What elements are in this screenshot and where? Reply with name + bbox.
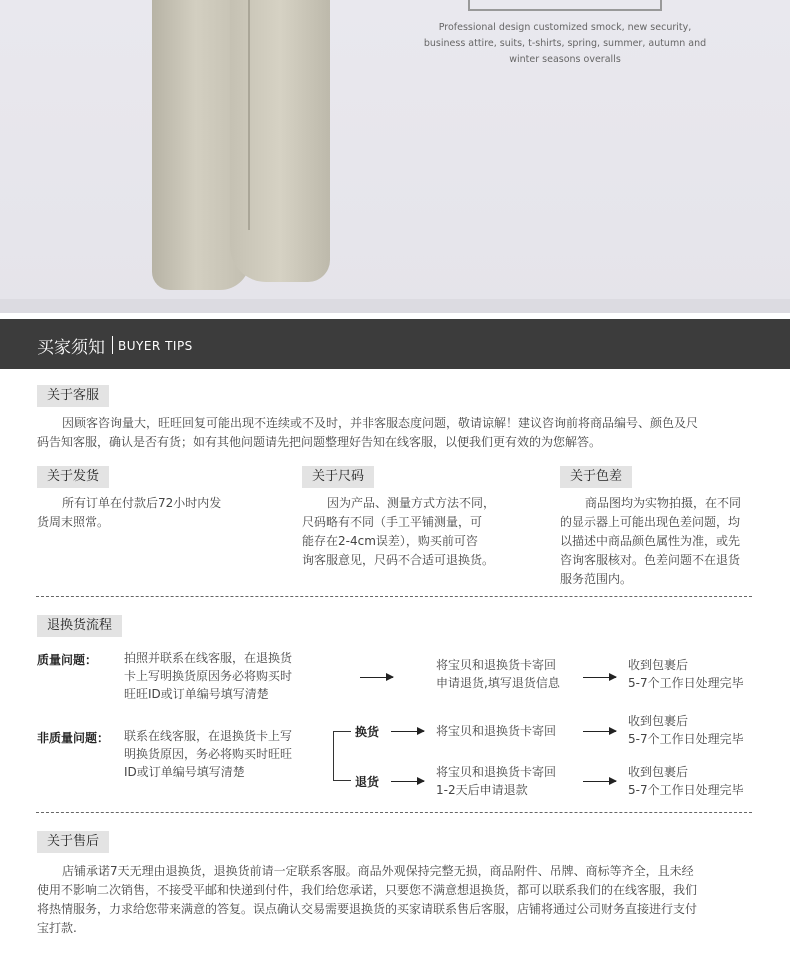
- section-tag-color: 关于色差: [560, 466, 632, 488]
- arrow-right-icon: [583, 677, 616, 678]
- text-line: 使用不影响二次销售，不接受平邮和快递到付件，我们给您承诺，只要您不满意想退换货，都可以联系我们的在线客服，我们: [37, 883, 698, 897]
- text-line: 将宝贝和退换货卡寄回: [436, 765, 557, 779]
- text-line: 所有订单在付款后72小时内发: [62, 496, 222, 510]
- section-tag-customer-service: 关于客服: [37, 385, 109, 407]
- exchange-step-text: 将宝贝和退换货卡寄回: [436, 724, 557, 738]
- text-line: 货周末照常。: [37, 515, 110, 529]
- section-tag-shipping: 关于发货: [37, 466, 109, 488]
- text-line: 因为产品、测量方式方法不同，: [327, 496, 496, 510]
- section-divider: [36, 812, 752, 813]
- arrow-right-icon: [391, 731, 424, 732]
- arrow-right-icon: [360, 677, 393, 678]
- text-line: 5-7个工作日处理完毕: [628, 732, 744, 746]
- text-line: 尺码略有不同（手工平铺测量，可: [302, 515, 483, 529]
- exchange-end-text: [628, 712, 758, 748]
- text-line: 将热情服务，力求给您带来满意的答复。误点确认交易需要退换货的买家请联系售后客服，店铺将通过公司财务直接进行支付: [37, 902, 698, 916]
- photo-floor: [0, 299, 790, 313]
- text-line: 因顾客咨询量大，旺旺回复可能出现不连续或不及时，并非客服态度问题，敬请谅解！建议咨询前将商品编号、颜色及尺: [62, 416, 699, 430]
- text-line: 收到包裹后: [628, 658, 689, 672]
- text-line: 商品图均为实物拍摄，在不同: [585, 496, 742, 510]
- quality-step-text: [436, 656, 586, 692]
- text-line: 店铺承诺7天无理由退换货，退换货前请一定联系客服。商品外观保持完整无损，商品附件、吊牌、商标等齐全，且未经: [62, 864, 694, 878]
- customer-service-text: [37, 414, 757, 452]
- header-title: 买家须知: [37, 338, 105, 358]
- photo-caption: [420, 20, 710, 68]
- non-quality-issue-text: [124, 727, 324, 781]
- text-line: 服务范围内。: [560, 572, 633, 586]
- after-sales-text: [37, 862, 759, 938]
- arrow-right-icon: [583, 731, 616, 732]
- text-line: 申请退货,填写退货信息: [436, 676, 560, 690]
- text-line: 5-7个工作日处理完毕: [628, 783, 744, 797]
- non-quality-issue-label: 非质量问题：: [37, 731, 110, 745]
- section-tag-after-sales: 关于售后: [37, 831, 109, 853]
- text-line: 咨询客服核对。色差问题不在退货: [560, 553, 741, 567]
- text-line: 卡上写明换货原因务必将购买时: [124, 669, 293, 683]
- section-tag-size: 关于尺码: [302, 466, 374, 488]
- text-line: 收到包裹后: [628, 714, 689, 728]
- options-bracket: [333, 731, 351, 781]
- arrow-right-icon: [583, 781, 616, 782]
- text-line: 码告知客服，确认是否有货；如有其他问题请先把问题整理好告知在线客服，以便我们更有效的为您解答。: [37, 435, 602, 449]
- text-line: 收到包裹后: [628, 765, 689, 779]
- text-line: ID或订单编号填写清楚: [124, 765, 245, 779]
- header-divider: [112, 336, 113, 354]
- buyer-tips-header: [0, 319, 790, 369]
- shipping-text: [37, 494, 277, 532]
- quality-issue-text: [124, 649, 324, 703]
- text-line: 的显示器上可能出现色差问题，均: [560, 515, 741, 529]
- text-line: 宝打款.: [37, 921, 77, 935]
- text-line: 将宝贝和退换货卡寄回: [436, 658, 557, 672]
- pants-right-leg: [230, 0, 330, 282]
- text-line: 5-7个工作日处理完毕: [628, 676, 744, 690]
- section-tag-returns: 退换货流程: [37, 615, 122, 637]
- caption-line: winter seasons overalls: [509, 54, 621, 65]
- refund-step-text: [436, 763, 586, 799]
- pants-crease: [248, 0, 250, 230]
- text-line: 能存在2-4cm误差），购买前可咨: [302, 534, 478, 548]
- caption-line: business attire, suits, t-shirts, spring, summer, autumn and: [423, 38, 707, 49]
- quality-issue-label: 质量问题：: [37, 653, 98, 667]
- text-line: 联系在线客服，在退换货卡上写: [124, 729, 293, 743]
- exchange-label: 换货: [355, 725, 380, 739]
- text-line: 以描述中商品颜色属性为准，或先: [560, 534, 741, 548]
- caption-frame: [468, 0, 662, 11]
- refund-end-text: [628, 763, 758, 799]
- header-subtitle: BUYER TIPS: [118, 339, 193, 353]
- text-line: 1-2天后申请退款: [436, 783, 528, 797]
- text-line: 询客服意见，尺码不合适可退换货。: [302, 553, 495, 567]
- caption-line: Professional design customized smock, new security,: [438, 22, 692, 33]
- text-line: 明换货原因，务必将购买时旺旺: [124, 747, 293, 761]
- quality-end-text: [628, 656, 758, 692]
- section-divider: [36, 596, 752, 597]
- text-line: 拍照并联系在线客服，在退换货: [124, 651, 293, 665]
- size-text: [302, 494, 517, 570]
- product-photo: [0, 0, 790, 313]
- refund-label: 退货: [355, 775, 380, 789]
- color-text: [560, 494, 758, 589]
- text-line: 旺旺ID或订单编号填写清楚: [124, 687, 269, 701]
- arrow-right-icon: [391, 781, 424, 782]
